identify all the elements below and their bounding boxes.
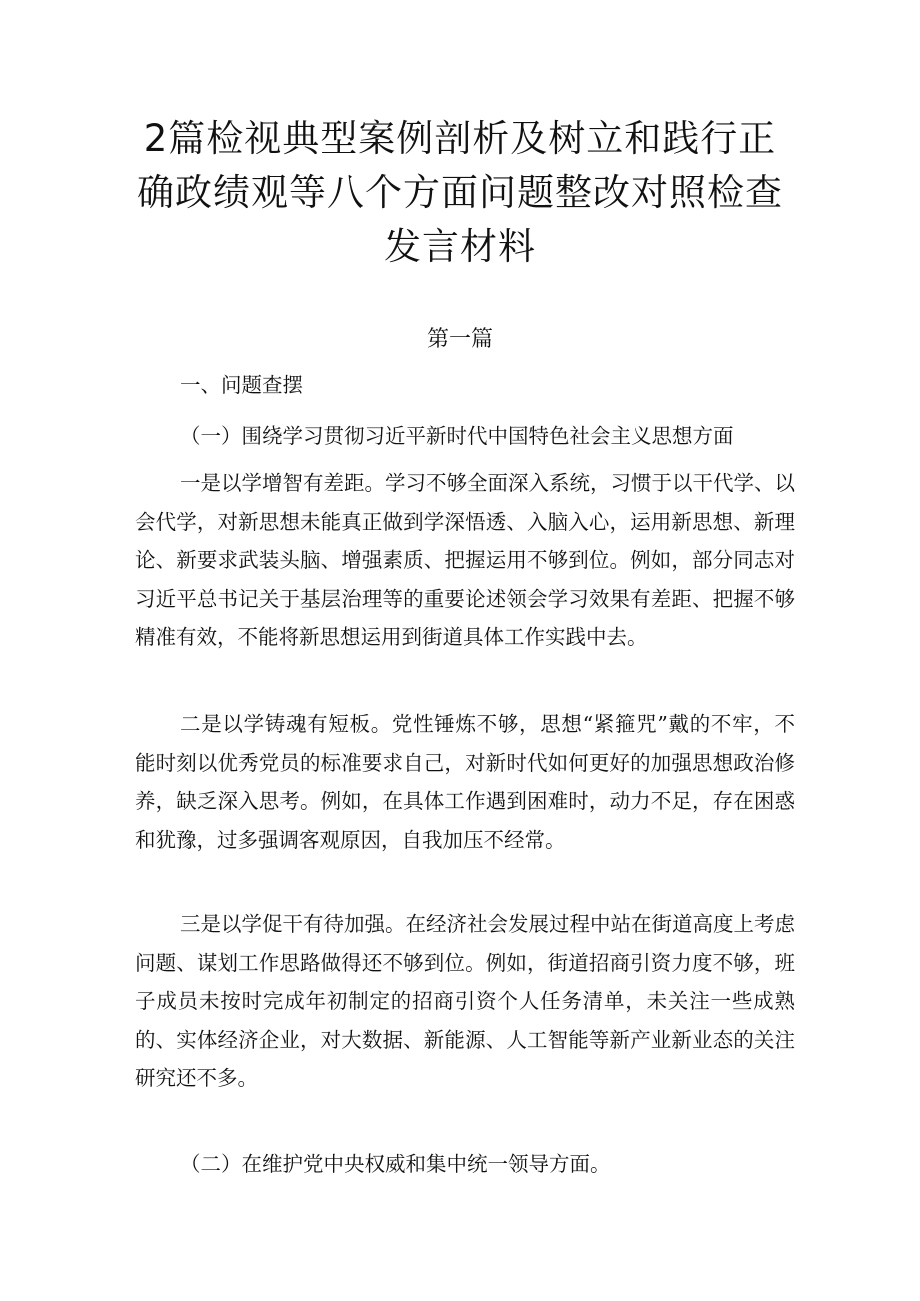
paragraph-3: 三是以学促干有待加强。在经济社会发展过程中站在街道高度上考虑问题、谋划工作思路做得还不够到位。例如，街道招商引资力度不够，班子成员未按时完成年初制定的招商引资个人任务清单，未关注一些成熟的、实体经济企业，对大数据、新能源、人工智能等新产业新业态的关注研究还不多。 — [135, 912, 795, 1090]
subheading-1: （一）围绕学习贯彻习近平新时代中国特色社会主义思想方面 — [180, 424, 734, 448]
part-title: 第一篇 — [426, 327, 493, 352]
title-line-1: 2篇检视典型案例剖析及树立和践行正 — [143, 117, 777, 160]
document-title — [100, 112, 820, 274]
paragraph-1: 一是以学增智有差距。学习不够全面深入系统，习惯于以干代学、以会代学，对新思想未能真正做到学深悟透、入脑入心，运用新思想、新理论、新要求武装头脑、增强素质、把握运用不够到位。例如，部分同志对习近平总书记关于基层治理等的重要论述领会学习效果有差距、把握不够精准有效，不能将新思想运用到街道具体工作实践中去。 — [135, 471, 795, 649]
title-line-2: 确政绩观等八个方面问题整改对照检查 — [137, 171, 783, 214]
subheading-2: （二）在维护党中央权威和集中统一领导方面。 — [180, 1152, 611, 1176]
paragraph-2: 二是以学铸魂有短板。党性锤炼不够，思想“紧箍咒”戴的不牢，不能时刻以优秀党员的标准要求自己，对新时代如何更好的加强思想政治修养，缺乏深入思考。例如，在具体工作遇到困难时，动力不足，存在困惑和犹豫，过多强调客观原因，自我加压不经常。 — [135, 712, 795, 852]
heading-problem-review: 一、问题查摆 — [180, 373, 303, 397]
title-line-3: 发言材料 — [384, 225, 536, 268]
